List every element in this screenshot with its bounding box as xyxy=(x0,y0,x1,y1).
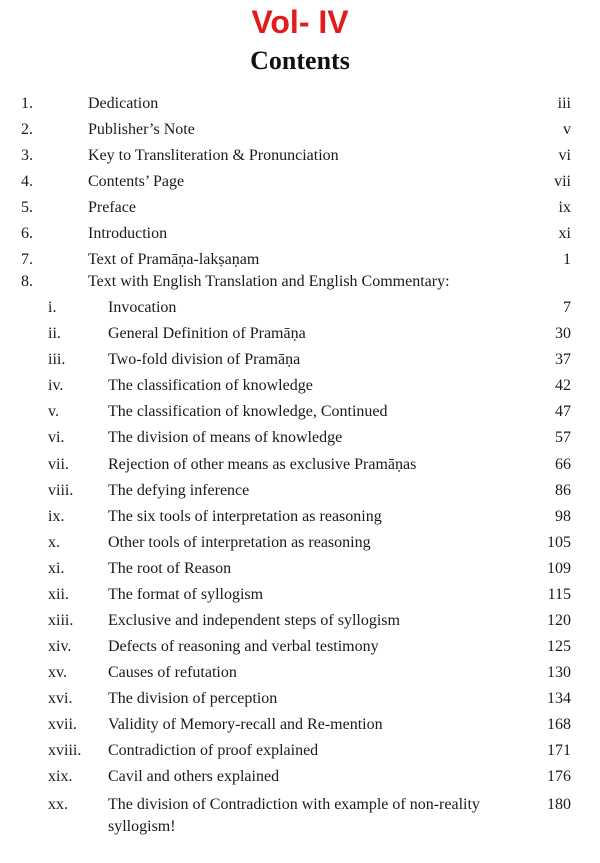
toc-entry xyxy=(0,198,600,222)
entry-number: 5. xyxy=(21,199,33,216)
subentry-number: vi. xyxy=(48,429,65,446)
subentry-number: x. xyxy=(48,534,60,551)
subentry-number: ix. xyxy=(48,508,65,525)
entry-title: Contents’ Page xyxy=(88,173,185,190)
subentry-number: iii. xyxy=(48,351,66,368)
toc-subentry xyxy=(0,481,600,505)
subentry-number: xix. xyxy=(48,768,73,785)
entry-number: 2. xyxy=(21,121,33,138)
entry-page: v xyxy=(563,121,571,138)
subentry-number: v. xyxy=(48,403,59,420)
toc-subentry xyxy=(0,402,600,426)
subentry-title: The division of perception xyxy=(108,690,278,707)
subentry-title: Causes of refutation xyxy=(108,664,237,681)
entry-title: Publisher’s Note xyxy=(88,121,195,138)
subentry-number: xiv. xyxy=(48,638,72,655)
subentry-title: The division of Contradiction with example of non-reality xyxy=(108,796,480,813)
subentry-page: 115 xyxy=(547,586,571,603)
toc-subentry xyxy=(0,689,600,713)
subentry-title: Validity of Memory-recall and Re-mention xyxy=(108,716,383,733)
subentry-title: The format of syllogism xyxy=(108,586,264,603)
toc-subentry xyxy=(0,767,600,791)
toc-subentry xyxy=(0,741,600,765)
subentry-page: 37 xyxy=(555,351,571,368)
entry-page: iii xyxy=(557,95,571,112)
entry-title: Dedication xyxy=(88,95,159,112)
entry-number: 4. xyxy=(21,173,33,190)
entry-page: vii xyxy=(554,173,571,190)
toc-entry xyxy=(0,224,600,248)
subentry-title: The defying inference xyxy=(108,482,250,499)
subentry-page: 105 xyxy=(547,534,571,551)
volume-title: Vol- IV xyxy=(251,4,349,40)
entry-title: Preface xyxy=(88,199,136,216)
subentry-title: The classification of knowledge, Continued xyxy=(108,403,388,420)
entry-title: Key to Transliteration & Pronunciation xyxy=(88,147,339,164)
entry-number: 8. xyxy=(21,273,33,290)
subentry-title: Contradiction of proof explained xyxy=(108,742,319,759)
subentry-page: 134 xyxy=(547,690,571,707)
toc-subentry xyxy=(0,507,600,531)
subentry-page: 168 xyxy=(547,716,571,733)
toc-subentry xyxy=(0,559,600,583)
subentry-page: 86 xyxy=(555,482,571,499)
toc-entry xyxy=(0,94,600,118)
subentry-number: xv. xyxy=(48,664,67,681)
toc-subentry xyxy=(0,428,600,452)
subentry-page: 57 xyxy=(555,429,571,446)
subentry-page: 171 xyxy=(547,742,571,759)
entry-page: ix xyxy=(558,199,571,216)
subentry-number: xiii. xyxy=(48,612,74,629)
entry-number: 6. xyxy=(21,225,33,242)
toc-subentry xyxy=(0,795,600,819)
toc-subentry xyxy=(0,663,600,687)
subentry-title: Rejection of other means as exclusive Pramāṇas xyxy=(108,456,417,473)
subentry-page: 66 xyxy=(555,456,571,473)
toc-entry xyxy=(0,250,600,274)
subentry-number: xvii. xyxy=(48,716,77,733)
toc-entry xyxy=(0,172,600,196)
subentry-title: The root of Reason xyxy=(108,560,232,577)
toc-entry xyxy=(0,146,600,170)
toc-subentry xyxy=(0,324,600,348)
entry-number: 3. xyxy=(21,147,33,164)
subentry-title: Invocation xyxy=(108,299,177,316)
subentry-title: Two-fold division of Pramāṇa xyxy=(108,351,301,368)
entry-page: vi xyxy=(558,147,571,164)
subentry-page: 109 xyxy=(547,560,571,577)
toc-subentry xyxy=(0,585,600,609)
subentry-title: Cavil and others explained xyxy=(108,768,280,785)
subentry-page: 176 xyxy=(547,768,571,785)
subentry-number: viii. xyxy=(48,482,74,499)
subentry-title: Other tools of interpretation as reasoning xyxy=(108,534,371,551)
entry-title: Introduction xyxy=(88,225,168,242)
entry-title: Text of Pramāṇa-lakṣaṇam xyxy=(88,251,260,268)
subentry-page: 125 xyxy=(547,638,571,655)
subentry-number: i. xyxy=(48,299,57,316)
subentry-page: 30 xyxy=(555,325,571,342)
subentry-title: The division of means of knowledge xyxy=(108,429,343,446)
toc-subentry-continuation xyxy=(0,817,600,841)
entry-page: xi xyxy=(558,225,571,242)
subentry-number: xviii. xyxy=(48,742,82,759)
subentry-title: Exclusive and independent steps of syllogism xyxy=(108,612,400,629)
subentry-page: 120 xyxy=(547,612,571,629)
subentry-page: 98 xyxy=(555,508,571,525)
subentry-number: vii. xyxy=(48,456,69,473)
subentry-title-continued: syllogism! xyxy=(108,818,176,835)
subentry-title: General Definition of Pramāṇa xyxy=(108,325,306,342)
contents-heading: Contents xyxy=(250,46,350,75)
subentry-page: 180 xyxy=(547,796,571,813)
subentry-title: Defects of reasoning and verbal testimony xyxy=(108,638,379,655)
subentry-title: The six tools of interpretation as reasoning xyxy=(108,508,382,525)
subentry-page: 7 xyxy=(563,299,571,316)
subentry-number: ii. xyxy=(48,325,61,342)
toc-subentry xyxy=(0,455,600,479)
entry-page: 1 xyxy=(563,251,571,268)
subentry-number: xi. xyxy=(48,560,65,577)
entry-number: 7. xyxy=(21,251,33,268)
subentry-page: 42 xyxy=(555,377,571,394)
toc-subentry xyxy=(0,715,600,739)
subentry-title: The classification of knowledge xyxy=(108,377,313,394)
entry-number: 1. xyxy=(21,95,33,112)
subentry-number: xx. xyxy=(48,796,68,813)
entry-title: Text with English Translation and English Commentary: xyxy=(88,273,450,290)
toc-subentry xyxy=(0,350,600,374)
subentry-number: iv. xyxy=(48,377,64,394)
toc-subentry xyxy=(0,611,600,635)
toc-entry xyxy=(0,272,600,296)
subentry-number: xii. xyxy=(48,586,69,603)
toc-subentry xyxy=(0,637,600,661)
subentry-page: 130 xyxy=(547,664,571,681)
toc-subentry xyxy=(0,298,600,322)
toc-subentry xyxy=(0,376,600,400)
toc-entry xyxy=(0,120,600,144)
subentry-number: xvi. xyxy=(48,690,73,707)
toc-subentry xyxy=(0,533,600,557)
subentry-page: 47 xyxy=(555,403,571,420)
